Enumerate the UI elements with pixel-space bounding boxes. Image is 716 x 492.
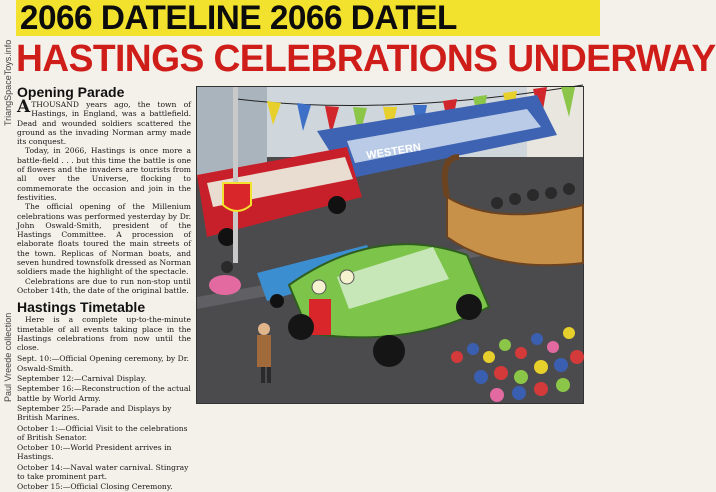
- entry-text: —Naval water carnival. Stingray to take prominent part.: [17, 462, 189, 481]
- illustration-svg: [197, 87, 583, 403]
- timetable-entry: [17, 424, 191, 443]
- opening-parade-p4: Celebrations are due to run non-stop until October 14th, the date of the original battle.: [17, 276, 191, 295]
- dropcap: A: [17, 97, 31, 117]
- entry-text: —Reconstruction of the actual battle by World Army.: [17, 384, 191, 403]
- wheel: [456, 294, 482, 320]
- timetable-heading: Hastings Timetable: [17, 299, 146, 316]
- entry-text: —Carnival Display.: [73, 374, 147, 384]
- credit-top: TriangSpaceToys.info: [3, 39, 13, 126]
- article-column: [17, 84, 191, 492]
- dateline-banner: [16, 0, 600, 36]
- opening-parade-p2: Today, in 2066, Hastings is once more a battle-field . . . but this time the battle is one of flowers and the invaders are tourists from all over the Universe, flocking to commemorate the occasion and join in the festivities.: [17, 146, 191, 202]
- wheel: [328, 196, 346, 214]
- timetable-entry: [17, 482, 191, 491]
- bus-sign: WESTERN: [365, 141, 422, 162]
- timetable-entry: [17, 443, 191, 462]
- wheel: [270, 294, 284, 308]
- headline: [16, 38, 716, 80]
- timetable-entry: [17, 404, 191, 423]
- credit-bottom: Paul Vreede collection: [3, 312, 13, 402]
- entry-date: October 15:: [17, 482, 63, 492]
- timetable-list: [17, 354, 191, 491]
- entry-date: October 1:: [17, 423, 58, 433]
- entry-date: September 12:: [17, 374, 74, 384]
- timetable-entry: [17, 374, 191, 383]
- opening-parade-heading: Opening Parade: [17, 84, 125, 100]
- side-credits: [0, 40, 16, 408]
- entry-text: —Parade and Displays by British Marines.: [17, 403, 172, 423]
- building: [197, 87, 267, 177]
- timetable-intro: Here is a complete up-to-the-minute timetable of all events taking place in the Hastings celebrations from now until the close.: [17, 315, 191, 353]
- wheel: [288, 314, 314, 340]
- parade-illustration: [196, 86, 584, 404]
- opening-parade-p3: The official opening of the Millenium celebrations was performed yesterday by Dr. John Oswald-Smith, president of the Hastings Committee. A procession of elaborate floats toured the main streets of the town. Replicas of Norman boats, and seven hundred townsfolk dressed as Norman soldiers made the highlight of the spectacle.: [17, 202, 191, 277]
- p1-text: THOUSAND years ago, the town of Hastings, in England, was a battlefield. Dead and wounded soldiers scattered the ground as the invading Norman army made its conquest.: [17, 100, 191, 147]
- entry-date: September 16:: [17, 384, 74, 394]
- entry-date: Sept. 10:: [17, 354, 52, 364]
- lamp-post: [233, 87, 238, 263]
- entry-text: —Official Opening ceremony, by Dr. Oswald-Smith.: [17, 354, 189, 373]
- opening-parade-p1: [17, 97, 191, 147]
- timetable-entry: [17, 463, 191, 482]
- dateline-text: 2066 DATELINE 2066 DATEL: [19, 0, 457, 37]
- entry-date: September 25:: [17, 403, 74, 413]
- entry-date: October 10:: [17, 443, 63, 453]
- headlight: [340, 270, 354, 284]
- headlight: [312, 280, 326, 294]
- heraldic-shield: [223, 183, 251, 211]
- entry-text: —Official Visit to the celebrations of British Senator.: [17, 423, 188, 442]
- entry-date: October 14:: [17, 462, 63, 472]
- wheel: [373, 335, 405, 367]
- timetable-entry: [17, 384, 191, 403]
- headline-text: HASTINGS CELEBRATIONS UNDERWAY: [16, 38, 716, 80]
- entry-text: —World President arrives in Hastings.: [17, 443, 172, 462]
- entry-text: —Official Closing Ceremony.: [62, 482, 173, 492]
- timetable-entry: [17, 354, 191, 373]
